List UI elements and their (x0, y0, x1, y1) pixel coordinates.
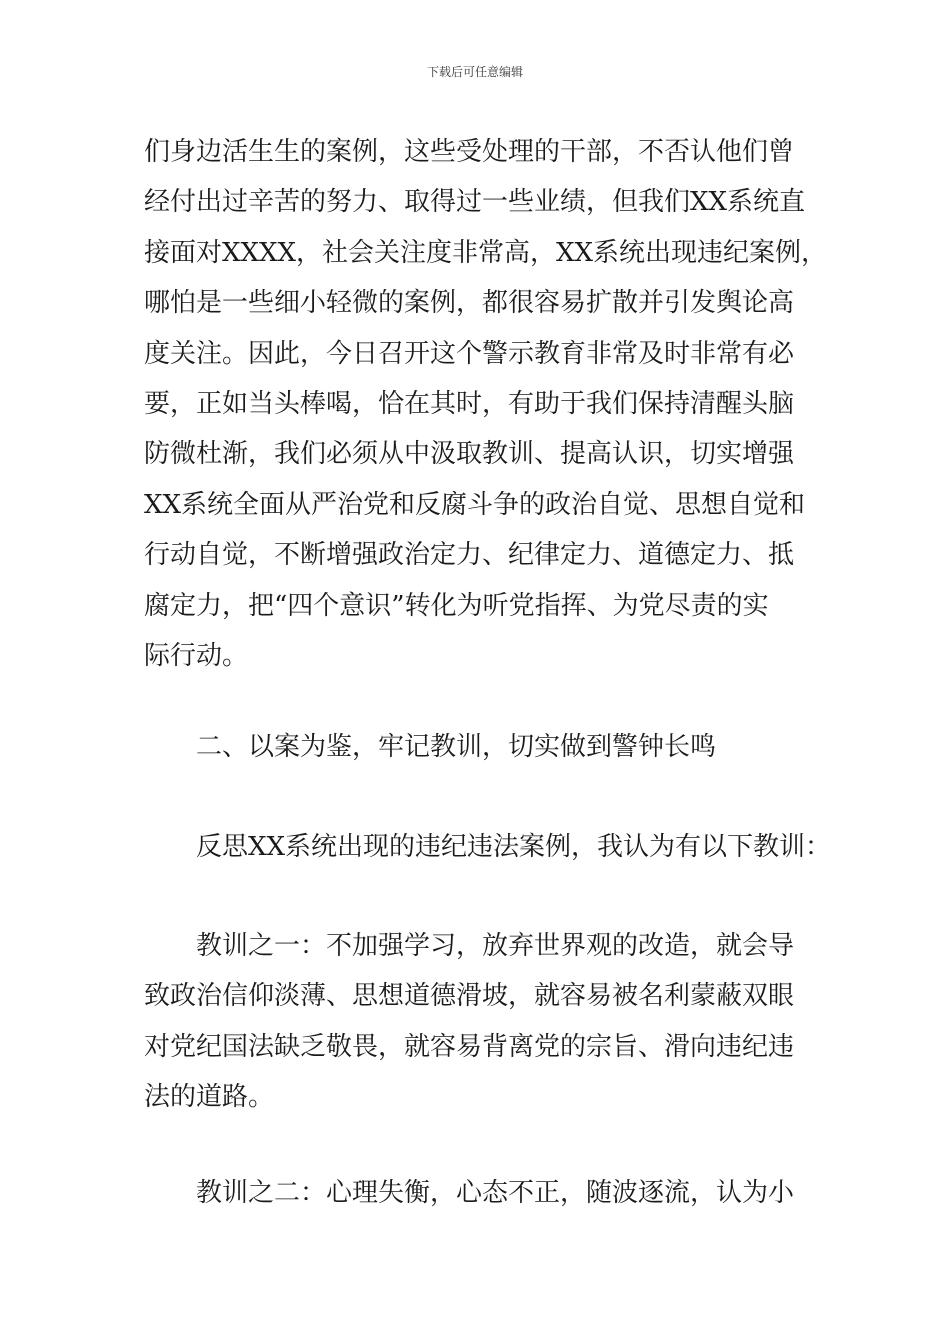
paragraph-lesson-one (144, 921, 814, 1123)
text-line: 经付出过辛苦的努力、取得过一些业绩，但我们XX系统直 (144, 187, 806, 218)
section-heading-text: 二、以案为鉴，牢记教训，切实做到警钟长鸣 (196, 732, 717, 762)
paragraph-lesson-two (144, 1168, 814, 1218)
text-line: 反思XX系统出现的违纪违法案例，我认为有以下教训： (196, 832, 832, 862)
text-line: 教训之一：不加强学习，放弃世界观的改造，就会导 (196, 931, 795, 961)
page-header: 下载后可任意编辑 (426, 65, 523, 79)
text-line: 对党纪国法缺乏敬畏，就容易背离党的宗旨、滑向违纪违 (144, 1031, 795, 1062)
text-line: 们身边活生生的案例，这些受处理的干部，不否认他们曾 (144, 137, 795, 167)
text-line: 哪怕是一些细小轻微的案例，都很容易扩散并引发舆论高 (144, 288, 795, 319)
text-line: 度关注。因此，今日召开这个警示教育非常及时非常有必 (144, 338, 795, 369)
text-line: 行动自觉，不断增强政治定力、纪律定力、道德定力、抵 (144, 540, 795, 571)
text-line: 要，正如当头棒喝，恰在其时，有助于我们保持清醒头脑 (144, 388, 795, 419)
text-line: 致政治信仰淡薄、思想道德滑坡，就容易被名利蒙蔽双眼 (144, 981, 795, 1012)
paragraph-warning-education (144, 127, 828, 681)
text-line: 腐定力，把“四个意识”转化为听党指挥、为党尽责的实 (144, 590, 769, 621)
text-line: 教训之二：心理失衡，心态不正，随波逐流，认为小 (196, 1178, 795, 1208)
text-line: 接面对XXXX，社会关注度非常高，XX系统出现违纪案例， (144, 237, 828, 268)
section-heading (144, 722, 814, 772)
text-line: 法的道路。 (144, 1082, 275, 1113)
text-line: 际行动。 (144, 640, 249, 671)
text-line: XX系统全面从严治党和反腐斗争的政治自觉、思想自觉和 (144, 489, 806, 520)
text-line: 防微杜渐，我们必须从中汲取教训、提高认识，切实增强 (144, 439, 795, 470)
paragraph-reflection-intro (144, 822, 832, 872)
